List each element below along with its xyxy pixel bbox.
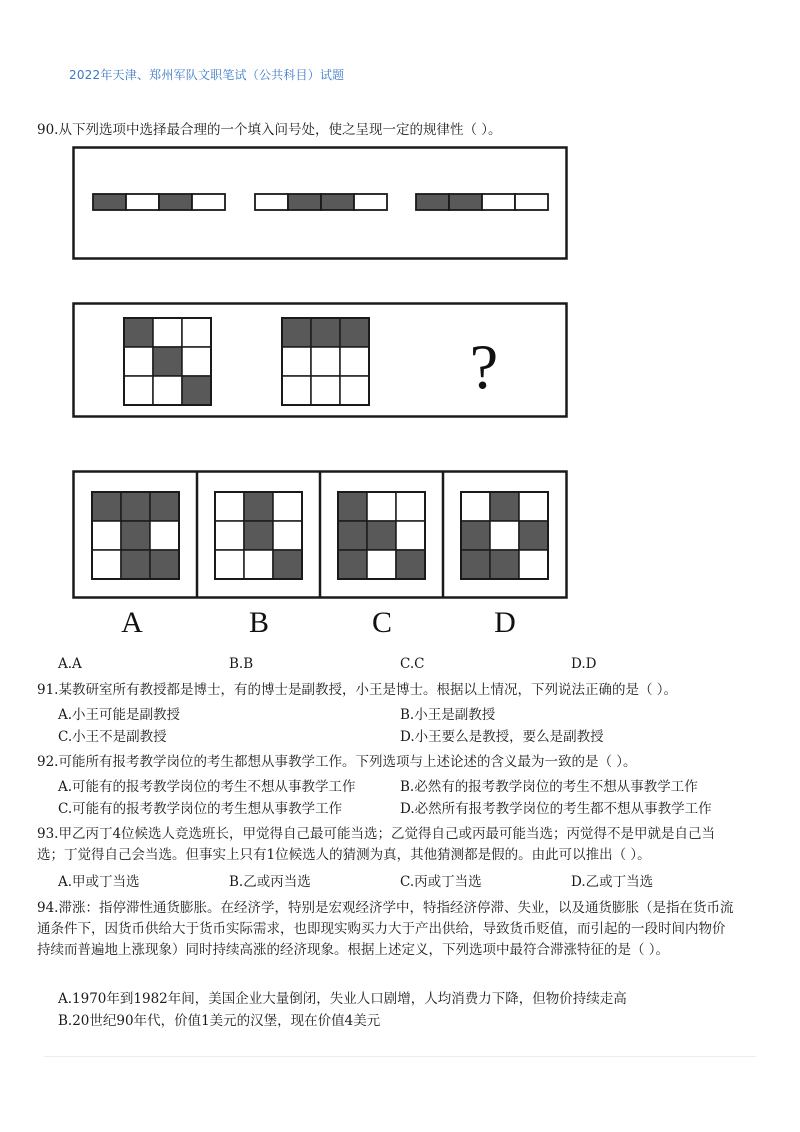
grid-cell [367, 492, 396, 521]
q93-option-c[interactable]: C.丙或丁当选 [400, 874, 482, 890]
strip-cell [126, 194, 159, 210]
grid-cell [121, 550, 150, 579]
grid-cell [338, 521, 367, 550]
answer-grid-a [92, 492, 179, 579]
grid-cell [244, 550, 273, 579]
grid-cell [273, 550, 302, 579]
answer-grid-b [215, 492, 302, 579]
grid-cell [367, 521, 396, 550]
grid-cell [340, 318, 369, 347]
strip-2 [255, 194, 387, 210]
grid-cell [92, 550, 121, 579]
grid-cell [338, 492, 367, 521]
q91-option-d[interactable]: D.小王要么是教授，要么是副教授 [400, 729, 604, 745]
q90-option-d[interactable]: D.D [571, 656, 597, 672]
grid-cell [182, 347, 211, 376]
grid-cell [311, 376, 340, 405]
grid-cell [121, 521, 150, 550]
grid-cell [396, 521, 425, 550]
strip-cell [482, 194, 515, 210]
grid-cell [150, 521, 179, 550]
grid-cell [338, 550, 367, 579]
q93-option-a[interactable]: A.甲或丁当选 [58, 874, 140, 890]
strip-cell [354, 194, 387, 210]
answer-label-c: C [371, 606, 393, 639]
grid-cell [215, 492, 244, 521]
grid-cell [490, 550, 519, 579]
q92-option-c[interactable]: C.可能有的报考教学岗位的考生想从事教学工作 [58, 801, 343, 817]
q91-option-a[interactable]: A.小王可能是副教授 [58, 707, 181, 723]
q91-stem: 91.某教研室所有教授都是博士，有的博士是副教授，小王是博士。根据以上情况，下列说法正确的是（ ）。 [37, 682, 678, 698]
q92-option-d[interactable]: D.必然所有报考教学岗位的考生都不想从事教学工作 [400, 801, 712, 817]
grid-cell [282, 376, 311, 405]
answer-label-d: D [494, 606, 516, 639]
answer-label-a: A [121, 606, 143, 639]
strip-cell [515, 194, 548, 210]
grid-cell [153, 318, 182, 347]
document-header-title: 2022年天津、郑州军队文职笔试（公共科目）试题 [69, 68, 345, 82]
q91-option-c[interactable]: C.小王不是副教授 [58, 729, 167, 745]
q90-question-figure [72, 302, 568, 418]
q92-option-b[interactable]: B.必然有的报考教学岗位的考生不想从事教学工作 [400, 779, 698, 795]
answer-grid-d [461, 492, 548, 579]
strip-cell [288, 194, 321, 210]
grid-cell [490, 492, 519, 521]
grid-cell [519, 521, 548, 550]
strip-cell [416, 194, 449, 210]
q90-stem: 90.从下列选项中选择最合理的一个填入问号处，使之呈现一定的规律性（ ）。 [37, 122, 502, 138]
grid-cell [215, 550, 244, 579]
q90-option-c[interactable]: C.C [400, 656, 425, 672]
grid-cell [124, 347, 153, 376]
answer-label-b: B [248, 606, 270, 639]
grid-cell [215, 521, 244, 550]
grid-cell [340, 347, 369, 376]
q90-option-b[interactable]: B.B [229, 656, 254, 672]
grid-cell [92, 492, 121, 521]
grid-cell [124, 318, 153, 347]
grid-cell [282, 318, 311, 347]
grid-cell [396, 492, 425, 521]
grid-cell [519, 550, 548, 579]
grid-cell [92, 521, 121, 550]
question-grid-1 [124, 318, 211, 405]
strip-cell [255, 194, 288, 210]
q94-option-a[interactable]: A.1970年到1982年间，美国企业大量倒闭，失业人口剧增，人均消费力下降，但物价持续走高 [58, 991, 627, 1007]
strip-cell [449, 194, 482, 210]
q94-option-b[interactable]: B.20世纪90年代，价值1美元的汉堡，现在价值4美元 [58, 1013, 381, 1029]
grid-cell [244, 521, 273, 550]
q92-option-a[interactable]: A.可能有的报考教学岗位的考生不想从事教学工作 [58, 779, 356, 795]
grid-cell [182, 318, 211, 347]
grid-cell [490, 521, 519, 550]
grid-cell [340, 376, 369, 405]
question-grid-2 [282, 318, 369, 405]
grid-cell [367, 550, 396, 579]
grid-cell [311, 318, 340, 347]
q90-answer-figure [72, 470, 568, 642]
q93-option-d[interactable]: D.乙或丁当选 [571, 874, 654, 890]
grid-cell [461, 492, 490, 521]
q90-strip-figure [72, 146, 568, 260]
q90-option-a[interactable]: A.A [58, 656, 82, 672]
question-mark: ? [469, 331, 499, 402]
grid-cell [519, 492, 548, 521]
footer-divider [44, 1056, 756, 1057]
q91-option-b[interactable]: B.小王是副教授 [400, 707, 496, 723]
grid-cell [396, 550, 425, 579]
grid-cell [124, 376, 153, 405]
strip-cell [93, 194, 126, 210]
grid-cell [182, 376, 211, 405]
grid-cell [150, 492, 179, 521]
grid-cell [121, 492, 150, 521]
grid-cell [282, 347, 311, 376]
q93-stem: 93.甲乙丙丁4位候选人竞选班长，甲觉得自己最可能当选；乙觉得自己或丙最可能当选；丙觉得不是甲就是自己当选；丁觉得自己会当选。但事实上只有1位候选人的猜测为真，其他猜测都是假的。由此可以推出（ ）。 [37, 826, 716, 863]
grid-cell [311, 347, 340, 376]
q93-option-b[interactable]: B.乙或丙当选 [229, 874, 311, 890]
grid-cell [461, 521, 490, 550]
strip-3 [416, 194, 548, 210]
strip-cell [159, 194, 192, 210]
strip-cell [321, 194, 354, 210]
answer-grid-c [338, 492, 425, 579]
grid-cell [153, 347, 182, 376]
grid-cell [153, 376, 182, 405]
grid-cell [273, 521, 302, 550]
grid-cell [150, 550, 179, 579]
q94-stem: 94.滞涨：指停滞性通货膨胀。在经济学，特别是宏观经济学中，特指经济停滞、失业，以及通货膨胀（是指在货币流通条件下，因货币供给大于货币实际需求，也即现实购买力大于产出供给，导致货币贬值，而引起的一段时间内物价持续而普遍地上涨现象）同时持续高涨的经济现象。根据上述定义，下列选项中最符合滞涨特征的是（ ）。 [37, 900, 734, 958]
grid-cell [273, 492, 302, 521]
strip-cell [192, 194, 225, 210]
grid-cell [244, 492, 273, 521]
q92-stem: 92.可能所有报考教学岗位的考生都想从事教学工作。下列选项与上述论述的含义最为一致的是（ ）。 [37, 754, 637, 770]
grid-cell [461, 550, 490, 579]
strip-1 [93, 194, 225, 210]
